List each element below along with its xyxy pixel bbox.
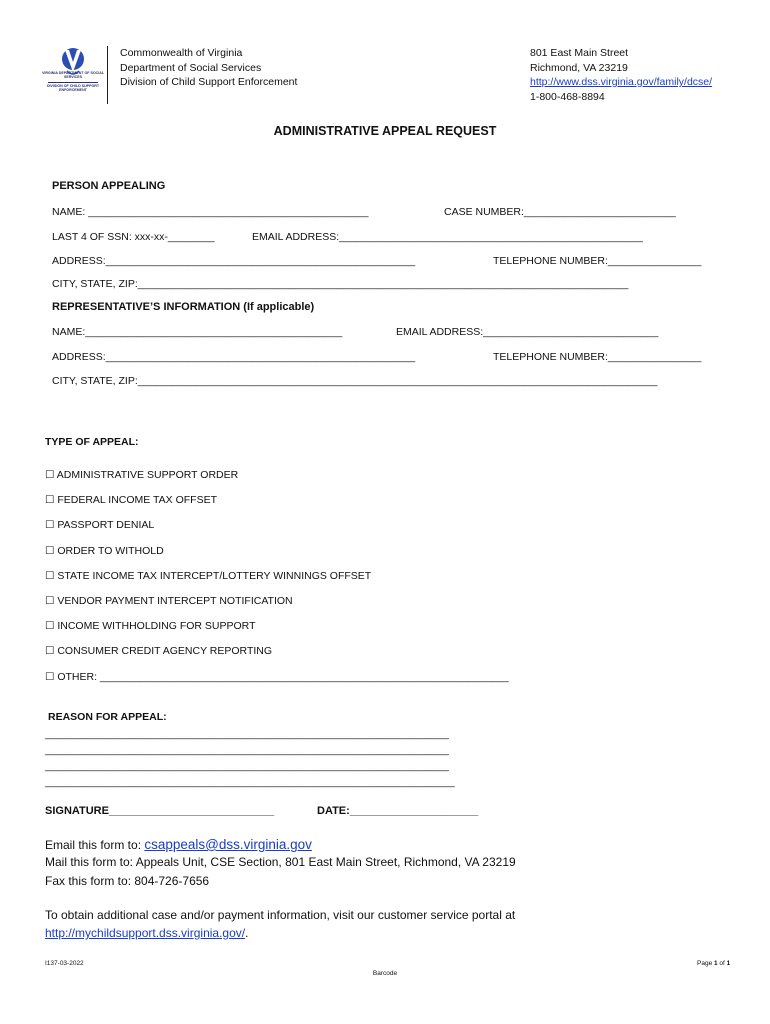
org-line-department: Department of Social Services [120,61,262,74]
barcode-label: Barcode [372,970,398,977]
signature-field[interactable]: SIGNATURE___________________________ [45,805,275,817]
page-prefix: Page [697,960,714,967]
rep-city-field[interactable]: CITY, STATE, ZIP:_________________________________________________________________________________________ [52,375,658,387]
website-link[interactable]: http://www.dss.virginia.gov/family/dcse/ [530,76,713,88]
reason-line-3[interactable]: ____________________________________________________________________ [45,760,449,772]
reason-line-1[interactable]: ____________________________________________________________________ [45,728,449,740]
ssn-field[interactable]: LAST 4 OF SSN: xxx-xx-________ [52,231,215,243]
rep-address-field[interactable]: ADDRESS:_____________________________________________________ [52,351,416,363]
logo-text-agency: VIRGINIA DEPARTMENT OF SOCIAL SERVICES [41,71,105,80]
date-field[interactable]: DATE:_____________________ [317,805,479,817]
customer-portal-link[interactable]: http://mychildsupport.dss.virginia.gov/ [45,926,246,940]
appeal-option-administrative-support-order[interactable]: ☐ ADMINISTRATIVE SUPPORT ORDER [45,469,239,481]
case-number-field[interactable]: CASE NUMBER:__________________________ [444,206,676,218]
org-line-commonwealth: Commonwealth of Virginia [120,47,243,59]
appeals-email-link[interactable]: csappeals@dss.virginia.gov [144,837,312,852]
mail-instructions: Mail this form to: Appeals Unit, CSE Section, 801 East Main Street, Richmond, VA 23219 [45,855,516,869]
page-of: of [717,960,727,967]
reason-line-4[interactable]: _____________________________________________________________________ [45,776,455,788]
portal-period: . [245,926,249,940]
form-id: I137-03-2022 [45,960,84,967]
appeal-option-state-income-tax-intercept[interactable]: ☐ STATE INCOME TAX INTERCEPT/LOTTERY WINNINGS OFFSET [45,570,372,582]
org-line-division: Division of Child Support Enforcement [120,76,298,88]
portal-line [45,926,248,940]
appeal-type-heading: TYPE OF APPEAL: [45,436,139,448]
vdss-logo [38,44,108,112]
fax-instructions: Fax this form to: 804-726-7656 [45,874,210,888]
person-telephone-field[interactable]: TELEPHONE NUMBER:________________ [493,255,702,267]
appeal-option-federal-income-tax-offset[interactable]: ☐ FEDERAL INCOME TAX OFFSET [45,494,217,506]
portal-instructions: To obtain additional case and/or payment information, visit our customer service portal at [45,908,516,922]
rep-name-field[interactable]: NAME:____________________________________________ [52,326,343,338]
page-current: 1 [714,960,718,967]
person-address-field[interactable]: ADDRESS:_____________________________________________________ [52,255,416,267]
person-name-field[interactable]: NAME: ________________________________________________ [52,206,369,218]
email-instructions [45,837,312,852]
street-address: 801 East Main Street [530,47,629,59]
appeal-option-consumer-credit-reporting[interactable]: ☐ CONSUMER CREDIT AGENCY REPORTING [45,645,273,657]
appeal-option-passport-denial[interactable]: ☐ PASSPORT DENIAL [45,519,155,531]
page-total: 1 [726,960,731,967]
phone-number: 1-800-468-8894 [530,90,605,103]
rep-heading: REPRESENTATIVE’S INFORMATION (If applicable) [52,301,315,313]
rep-email-field[interactable]: EMAIL ADDRESS:______________________________ [396,326,659,338]
email-instructions-label: Email this form to: [45,838,145,852]
page-title: ADMINISTRATIVE APPEAL REQUEST [273,124,497,138]
appeal-option-income-withholding[interactable]: ☐ INCOME WITHHOLDING FOR SUPPORT [45,620,256,632]
person-city-field[interactable]: CITY, STATE, ZIP:____________________________________________________________________________________ [52,278,629,290]
appeal-option-vendor-payment-intercept[interactable]: ☐ VENDOR PAYMENT INTERCEPT NOTIFICATION [45,595,293,607]
org-info [120,46,297,90]
city-address: Richmond, VA 23219 [530,61,628,74]
reason-line-2[interactable]: ____________________________________________________________________ [45,744,449,756]
logo-text-division: DIVISION OF CHILD SUPPORT ENFORCEMENT [46,84,100,93]
person-heading: PERSON APPEALING [52,180,166,192]
rep-telephone-field[interactable]: TELEPHONE NUMBER:________________ [493,351,702,363]
header-divider [107,46,108,104]
logo-divider [48,82,98,83]
appeal-option-other[interactable]: ☐ OTHER: ______________________________________________________________________ [45,671,509,683]
reason-heading: REASON FOR APPEAL: [48,711,167,723]
appeal-option-order-to-withold[interactable]: ☐ ORDER TO WITHOLD [45,545,164,557]
person-email-field[interactable]: EMAIL ADDRESS:____________________________________________________ [252,231,643,243]
page-number [697,960,730,967]
agency-contact [530,46,712,104]
